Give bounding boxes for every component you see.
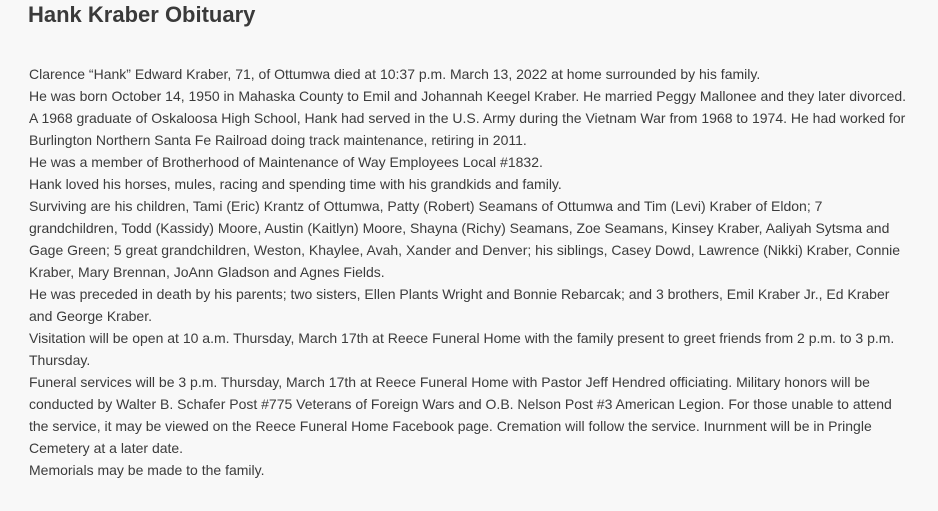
paragraph-birth: He was born October 14, 1950 in Mahaska County to Emil and Johannah Keegel Kraber. He married Peggy Mallonee and they later divorced. (29, 88, 907, 104)
paragraph-interests: Hank loved his horses, mules, racing and spending time with his grandkids and family. (29, 176, 562, 192)
paragraph-funeral: Funeral services will be 3 p.m. Thursday, March 17th at Reece Funeral Home with Pastor Jeff Hendred officiating. Military honors will be conducted by Walter B. Schafer Post #775 Veterans of Foreign Wars and O.B. Nelson Post #3 American Legion. For those unable to attend the service, it may be viewed on the Reece Funeral Home Facebook page. Cremation will follow the service. Inurnment will be in Pringle Cemetery at a later date. (29, 374, 892, 456)
paragraph-survivors: Surviving are his children, Tami (Eric) Krantz of Ottumwa, Patty (Robert) Seamans of Ottumwa and Tim (Levi) Kraber of Eldon; 7 grandchildren, Todd (Kassidy) Moore, Austin (Kaitlyn) Moore, Shayna (Richy) Seamans, Zoe Seamans, Kinsey Kraber, Aaliyah Sytsma and Gage Green; 5 great grandchildren, Weston, Khaylee, Avah, Xander and Denver; his siblings, Casey Dowd, Lawrence (Nikki) Kraber, Connie Kraber, Mary Brennan, JoAnn Gladson and Agnes Fields. (29, 198, 901, 280)
paragraph-death-notice: Clarence “Hank” Edward Kraber, 71, of Ottumwa died at 10:37 p.m. March 13, 2022 at home surrounded by his family. (29, 66, 761, 82)
paragraph-education-career: A 1968 graduate of Oskaloosa High School, Hank had served in the U.S. Army during the Vietnam War from 1968 to 1974. He had worked for Burlington Northern Santa Fe Railroad doing track maintenance, retiring in 2011. (29, 110, 906, 148)
obituary-body (29, 63, 909, 481)
paragraph-preceded: He was preceded in death by his parents; two sisters, Ellen Plants Wright and Bonnie Rebarcak; and 3 brothers, Emil Kraber Jr., Ed Kraber and George Kraber. (29, 286, 890, 324)
paragraph-membership: He was a member of Brotherhood of Maintenance of Way Employees Local #1832. (29, 154, 543, 170)
page-title: Hank Kraber Obituary (28, 2, 256, 27)
paragraph-memorials: Memorials may be made to the family. (29, 462, 265, 478)
paragraph-visitation: Visitation will be open at 10 a.m. Thursday, March 17th at Reece Funeral Home with the family present to greet friends from 2 p.m. to 3 p.m. Thursday. (29, 330, 895, 368)
